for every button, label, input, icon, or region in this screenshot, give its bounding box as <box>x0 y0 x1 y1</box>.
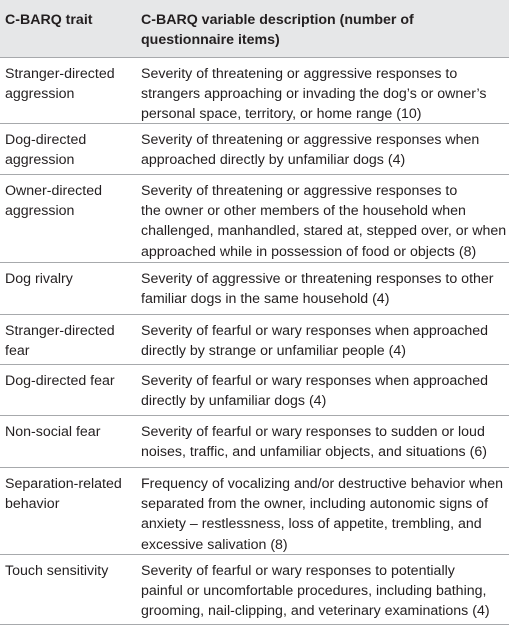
description-line: separated from the owner, including autonomic signs of <box>141 496 489 513</box>
description-cell <box>141 321 506 361</box>
description-line: grooming, nail-clipping, and veterinary examinations (4) <box>141 603 490 620</box>
description-line: strangers approaching or invading the dog’s or owner’s <box>141 86 487 103</box>
description-line: challenged, manhandled, stared at, stepped over, or when <box>141 223 507 240</box>
description-cell <box>141 181 506 262</box>
trait-cell <box>5 561 135 581</box>
header-description-line: C-BARQ variable description (number of <box>141 12 414 28</box>
header-trait <box>5 10 93 30</box>
trait-cell <box>5 64 135 104</box>
description-line: the owner or other members of the household when <box>141 203 466 220</box>
table-header <box>0 0 509 57</box>
header-trait-label: C-BARQ trait <box>5 12 93 28</box>
trait-line: fear <box>5 343 30 360</box>
table-row <box>0 174 509 262</box>
description-cell <box>141 561 506 622</box>
header-description <box>141 10 501 50</box>
description-line: Severity of fearful or wary responses when approached <box>141 373 488 389</box>
description-cell <box>141 269 506 309</box>
trait-line: aggression <box>5 152 75 169</box>
description-line: Severity of fearful or wary responses to potentially <box>141 563 455 579</box>
description-line: noises, traffic, and unfamiliar objects, and situations (6) <box>141 444 487 461</box>
header-description-line: questionnaire items) <box>141 32 280 48</box>
description-line: Severity of fearful or wary responses to sudden or loud <box>141 424 485 440</box>
table-row <box>0 415 509 467</box>
description-line: approached directly by unfamiliar dogs (4) <box>141 152 406 169</box>
description-line: Severity of fearful or wary responses when approached <box>141 323 488 339</box>
trait-cell <box>5 422 135 442</box>
table-row <box>0 123 509 174</box>
description-line: Severity of threatening or aggressive responses when <box>141 132 480 148</box>
trait-line: Touch sensitivity <box>5 563 109 579</box>
table-row <box>0 364 509 415</box>
description-line: directly by strange or unfamiliar people (4) <box>141 343 406 360</box>
trait-line: aggression <box>5 86 75 103</box>
table-row <box>0 262 509 314</box>
table-row <box>0 57 509 123</box>
description-cell <box>141 64 506 125</box>
trait-line: Dog-directed fear <box>5 373 115 389</box>
description-line: familiar dogs in the same household (4) <box>141 291 390 308</box>
description-cell <box>141 422 506 462</box>
description-line: personal space, territory, or home range (10) <box>141 106 422 123</box>
trait-line: Stranger-directed <box>5 323 115 339</box>
trait-cell <box>5 474 135 514</box>
description-line: approached while in possession of food or objects (8) <box>141 243 477 260</box>
description-cell <box>141 371 506 411</box>
description-line: Frequency of vocalizing and/or destructive behavior when <box>141 476 503 492</box>
description-line: excessive salivation (8) <box>141 536 288 553</box>
description-line: directly by unfamiliar dogs (4) <box>141 393 327 410</box>
trait-line: Dog-directed <box>5 132 87 148</box>
description-line: anxiety – restlessness, loss of appetite, trembling, and <box>141 516 482 533</box>
trait-cell <box>5 371 135 391</box>
description-cell <box>141 474 506 555</box>
trait-line: Dog rivalry <box>5 271 73 287</box>
trait-cell <box>5 321 135 361</box>
trait-line: behavior <box>5 496 60 513</box>
description-cell <box>141 130 506 170</box>
table-row <box>0 314 509 364</box>
trait-line: Non-social fear <box>5 424 101 440</box>
description-line: Severity of threatening or aggressive responses to <box>141 66 458 82</box>
trait-line: Stranger-directed <box>5 66 115 82</box>
table-row <box>0 467 509 554</box>
trait-line: Owner-directed <box>5 183 102 199</box>
description-line: painful or uncomfortable procedures, including bathing, <box>141 583 487 600</box>
trait-line: Separation-related <box>5 476 122 492</box>
trait-cell <box>5 130 135 170</box>
trait-line: aggression <box>5 203 75 220</box>
description-line: Severity of threatening or aggressive responses to <box>141 183 458 199</box>
description-line: Severity of aggressive or threatening responses to other <box>141 271 494 287</box>
table-row <box>0 554 509 624</box>
trait-cell <box>5 181 135 221</box>
trait-cell <box>5 269 135 289</box>
